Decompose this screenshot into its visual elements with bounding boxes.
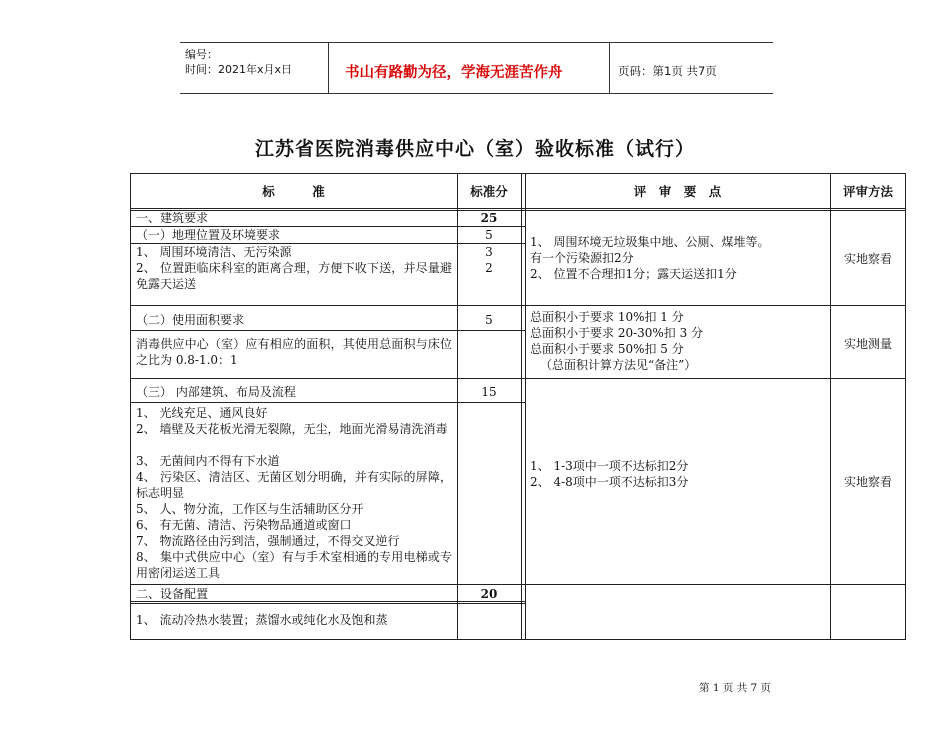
section-1-label: 一、建筑要求	[136, 211, 209, 225]
row-line	[130, 584, 906, 585]
document-title: 江苏省医院消毒供应中心（室）验收标准（试行）	[254, 138, 695, 160]
page-info: 页码：第1页 共7页	[618, 64, 717, 78]
section-1b-detail: 消毒供应中心（室）应有相应的面积，其使用总面积与床位之比为 0.8-1.0：1	[136, 337, 452, 367]
section-2-item-1: 1、 流动冷热水装置；蒸馏水或纯化水及饱和蒸	[136, 613, 388, 627]
section-1a-item-1-score: 3	[485, 245, 493, 259]
section-1c-item-8: 8、 集中式供应中心（室）有与手术室相通的专用电梯或专用密闭运送工具	[136, 550, 452, 580]
row-line	[130, 208, 906, 209]
section-1b-label: （二）使用面积要求	[136, 313, 245, 327]
section-2-label: 二、设备配置	[136, 587, 209, 601]
section-1a-point-3: 2、 位置不合理扣1分；露天运送扣1分	[530, 267, 737, 281]
section-1a-point-1: 1、 周围环境无垃圾集中地、公厕、煤堆等。	[530, 235, 770, 249]
page-footer: 第 1 页 共 7 页	[699, 682, 772, 694]
header-meta	[180, 43, 328, 93]
motto-text: 书山有路勤为径，学海无涯苦作舟	[345, 65, 563, 81]
section-1a-score: 5	[485, 228, 493, 242]
row-line	[130, 601, 525, 602]
section-1b-point-2: 总面积小于要求 20-30%扣 3 分	[530, 326, 704, 340]
col-divider-3	[830, 173, 831, 640]
row-line	[130, 378, 906, 379]
section-1b-score: 5	[485, 313, 493, 327]
section-2-score: 20	[480, 587, 498, 601]
time-label: 时间：2021年x月x日	[185, 63, 293, 76]
section-1a-item-1: 1、 周围环境清洁、无污染源	[136, 245, 292, 259]
section-1a-method: 实地察看	[843, 252, 892, 266]
row-line	[130, 305, 906, 306]
standards-table	[130, 173, 906, 640]
section-1a-label: （一）地理位置及环境要求	[136, 228, 281, 242]
section-1c-item-6: 6、 有无菌、清洁、污染物品通道或窗口	[136, 518, 352, 532]
section-1c-item-1: 1、 光线充足、通风良好	[136, 406, 268, 420]
section-1c-item-2: 2、 墙壁及天花板光滑无裂隙，无尘，地面光滑易清洗消毒	[136, 422, 448, 436]
section-1-score: 25	[480, 211, 498, 225]
section-1b-method: 实地测量	[843, 337, 892, 351]
section-1c-method: 实地察看	[843, 475, 892, 489]
section-1b-point-4: （总面积计算方法见“备注”）	[540, 358, 697, 372]
page-header	[180, 42, 773, 94]
header-page-cell	[609, 43, 774, 93]
section-1b-point-1: 总面积小于要求 10%扣 1 分	[530, 310, 684, 324]
table-border-top	[130, 173, 906, 174]
row-line	[130, 330, 525, 331]
section-1c-item-7: 7、 物流路径由污到洁，强制通过，不得交叉逆行	[136, 534, 400, 548]
section-1a-point-2: 有一个污染源扣2分	[530, 251, 634, 265]
row-line	[130, 603, 525, 604]
section-1c-label: （三） 内部建筑、布局及流程	[136, 385, 296, 399]
section-1c-item-3: 3、 无菌间内不得有下水道	[136, 454, 280, 468]
section-1a-item-2-score: 2	[485, 261, 493, 275]
section-1c-item-5: 5、 人、物分流，工作区与生活辅助区分开	[136, 502, 364, 516]
number-label: 编号：	[185, 48, 218, 61]
col-divider-2b	[525, 173, 526, 640]
section-1c-item-4: 4、 污染区、清洁区、无菌区划分明确，并有实际的屏障，标志明显	[136, 470, 452, 500]
col-header-method: 评审方法	[842, 184, 893, 199]
section-1b-point-3: 总面积小于要求 50%扣 5 分	[530, 342, 684, 356]
col-header-points: 评 审 要 点	[633, 184, 722, 199]
row-line	[130, 402, 525, 403]
table-border-right	[905, 173, 906, 640]
section-1c-point-2: 2、 4-8项中一项不达标扣3分	[530, 475, 689, 489]
table-border-bottom	[130, 639, 906, 640]
section-1c-score: 15	[481, 385, 497, 399]
section-1c-point-1: 1、 1-3项中一项不达标扣2分	[530, 459, 689, 473]
col-header-score: 标准分	[470, 184, 508, 199]
col-header-standard: 标 准	[262, 184, 325, 199]
section-1a-item-2: 2、 位置距临床科室的距离合理，方便下收下送，并尽量避免露天运送	[136, 261, 452, 291]
